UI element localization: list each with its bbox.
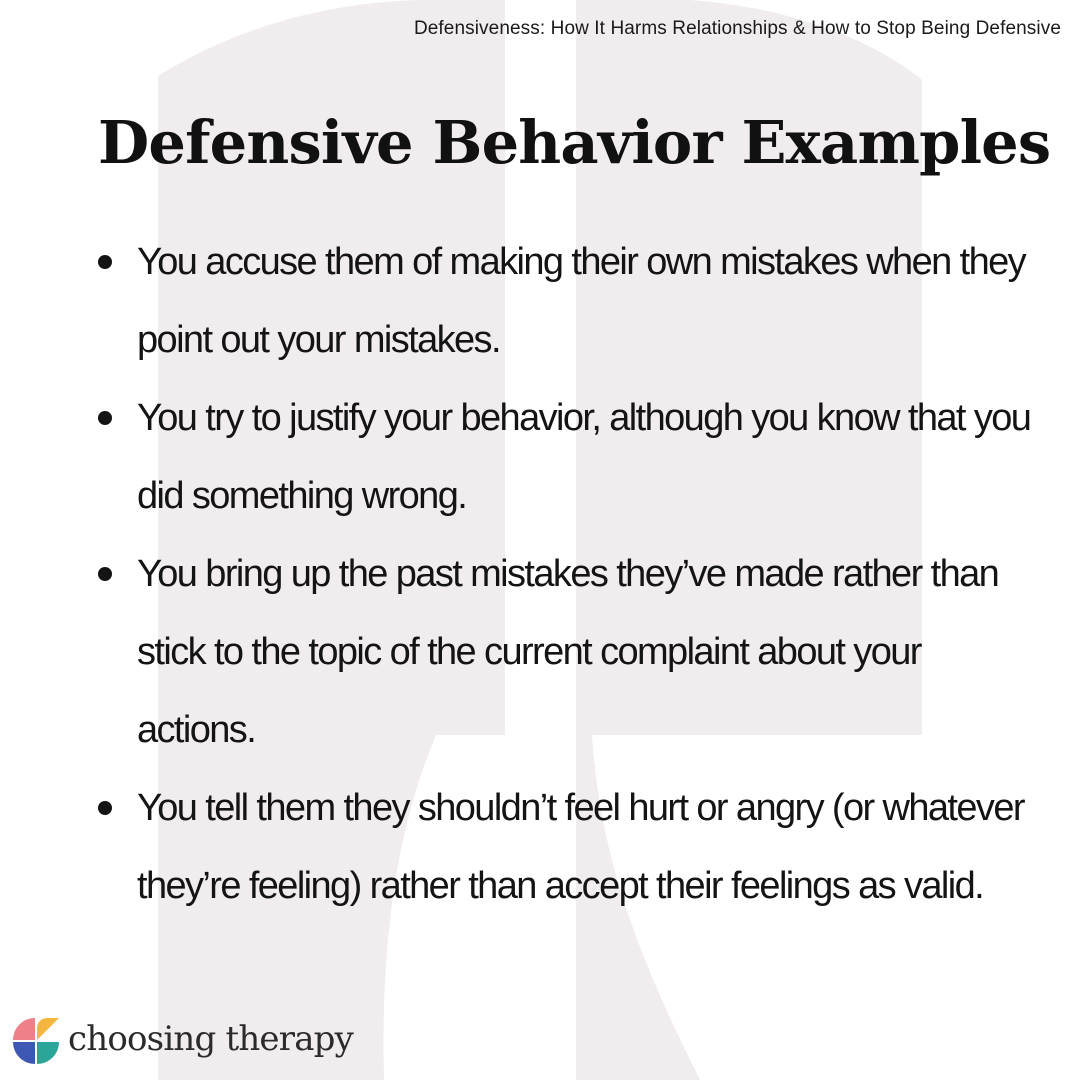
article-title-header: Defensiveness: How It Harms Relationships & How to Stop Being Defensive xyxy=(413,18,1061,39)
list-item xyxy=(98,769,1038,925)
brand-name: choosing therapy xyxy=(68,1019,354,1059)
examples-list xyxy=(98,223,1038,925)
bullet-icon xyxy=(98,411,112,425)
list-item-text: You bring up the past mistakes they’ve made rather than stick to the topic of the current complaint about your actions. xyxy=(137,553,999,751)
list-item-text: You tell them they shouldn’t feel hurt or angry (or whatever they’re feeling) rather than accept their feelings as valid. xyxy=(137,787,1024,907)
four-petal-logo-icon xyxy=(12,1017,60,1065)
list-item xyxy=(98,535,1038,769)
brand-logo xyxy=(12,1016,353,1066)
page-title: Defensive Behavior Examples xyxy=(98,108,1051,177)
bullet-icon xyxy=(98,255,112,269)
bullet-icon xyxy=(98,567,112,581)
list-item-text: You try to justify your behavior, although you know that you did something wrong. xyxy=(137,397,1031,517)
bullet-icon xyxy=(98,801,112,815)
list-item-text: You accuse them of making their own mistakes when they point out your mistakes. xyxy=(137,241,1026,361)
list-item xyxy=(98,379,1038,535)
list-item xyxy=(98,223,1038,379)
